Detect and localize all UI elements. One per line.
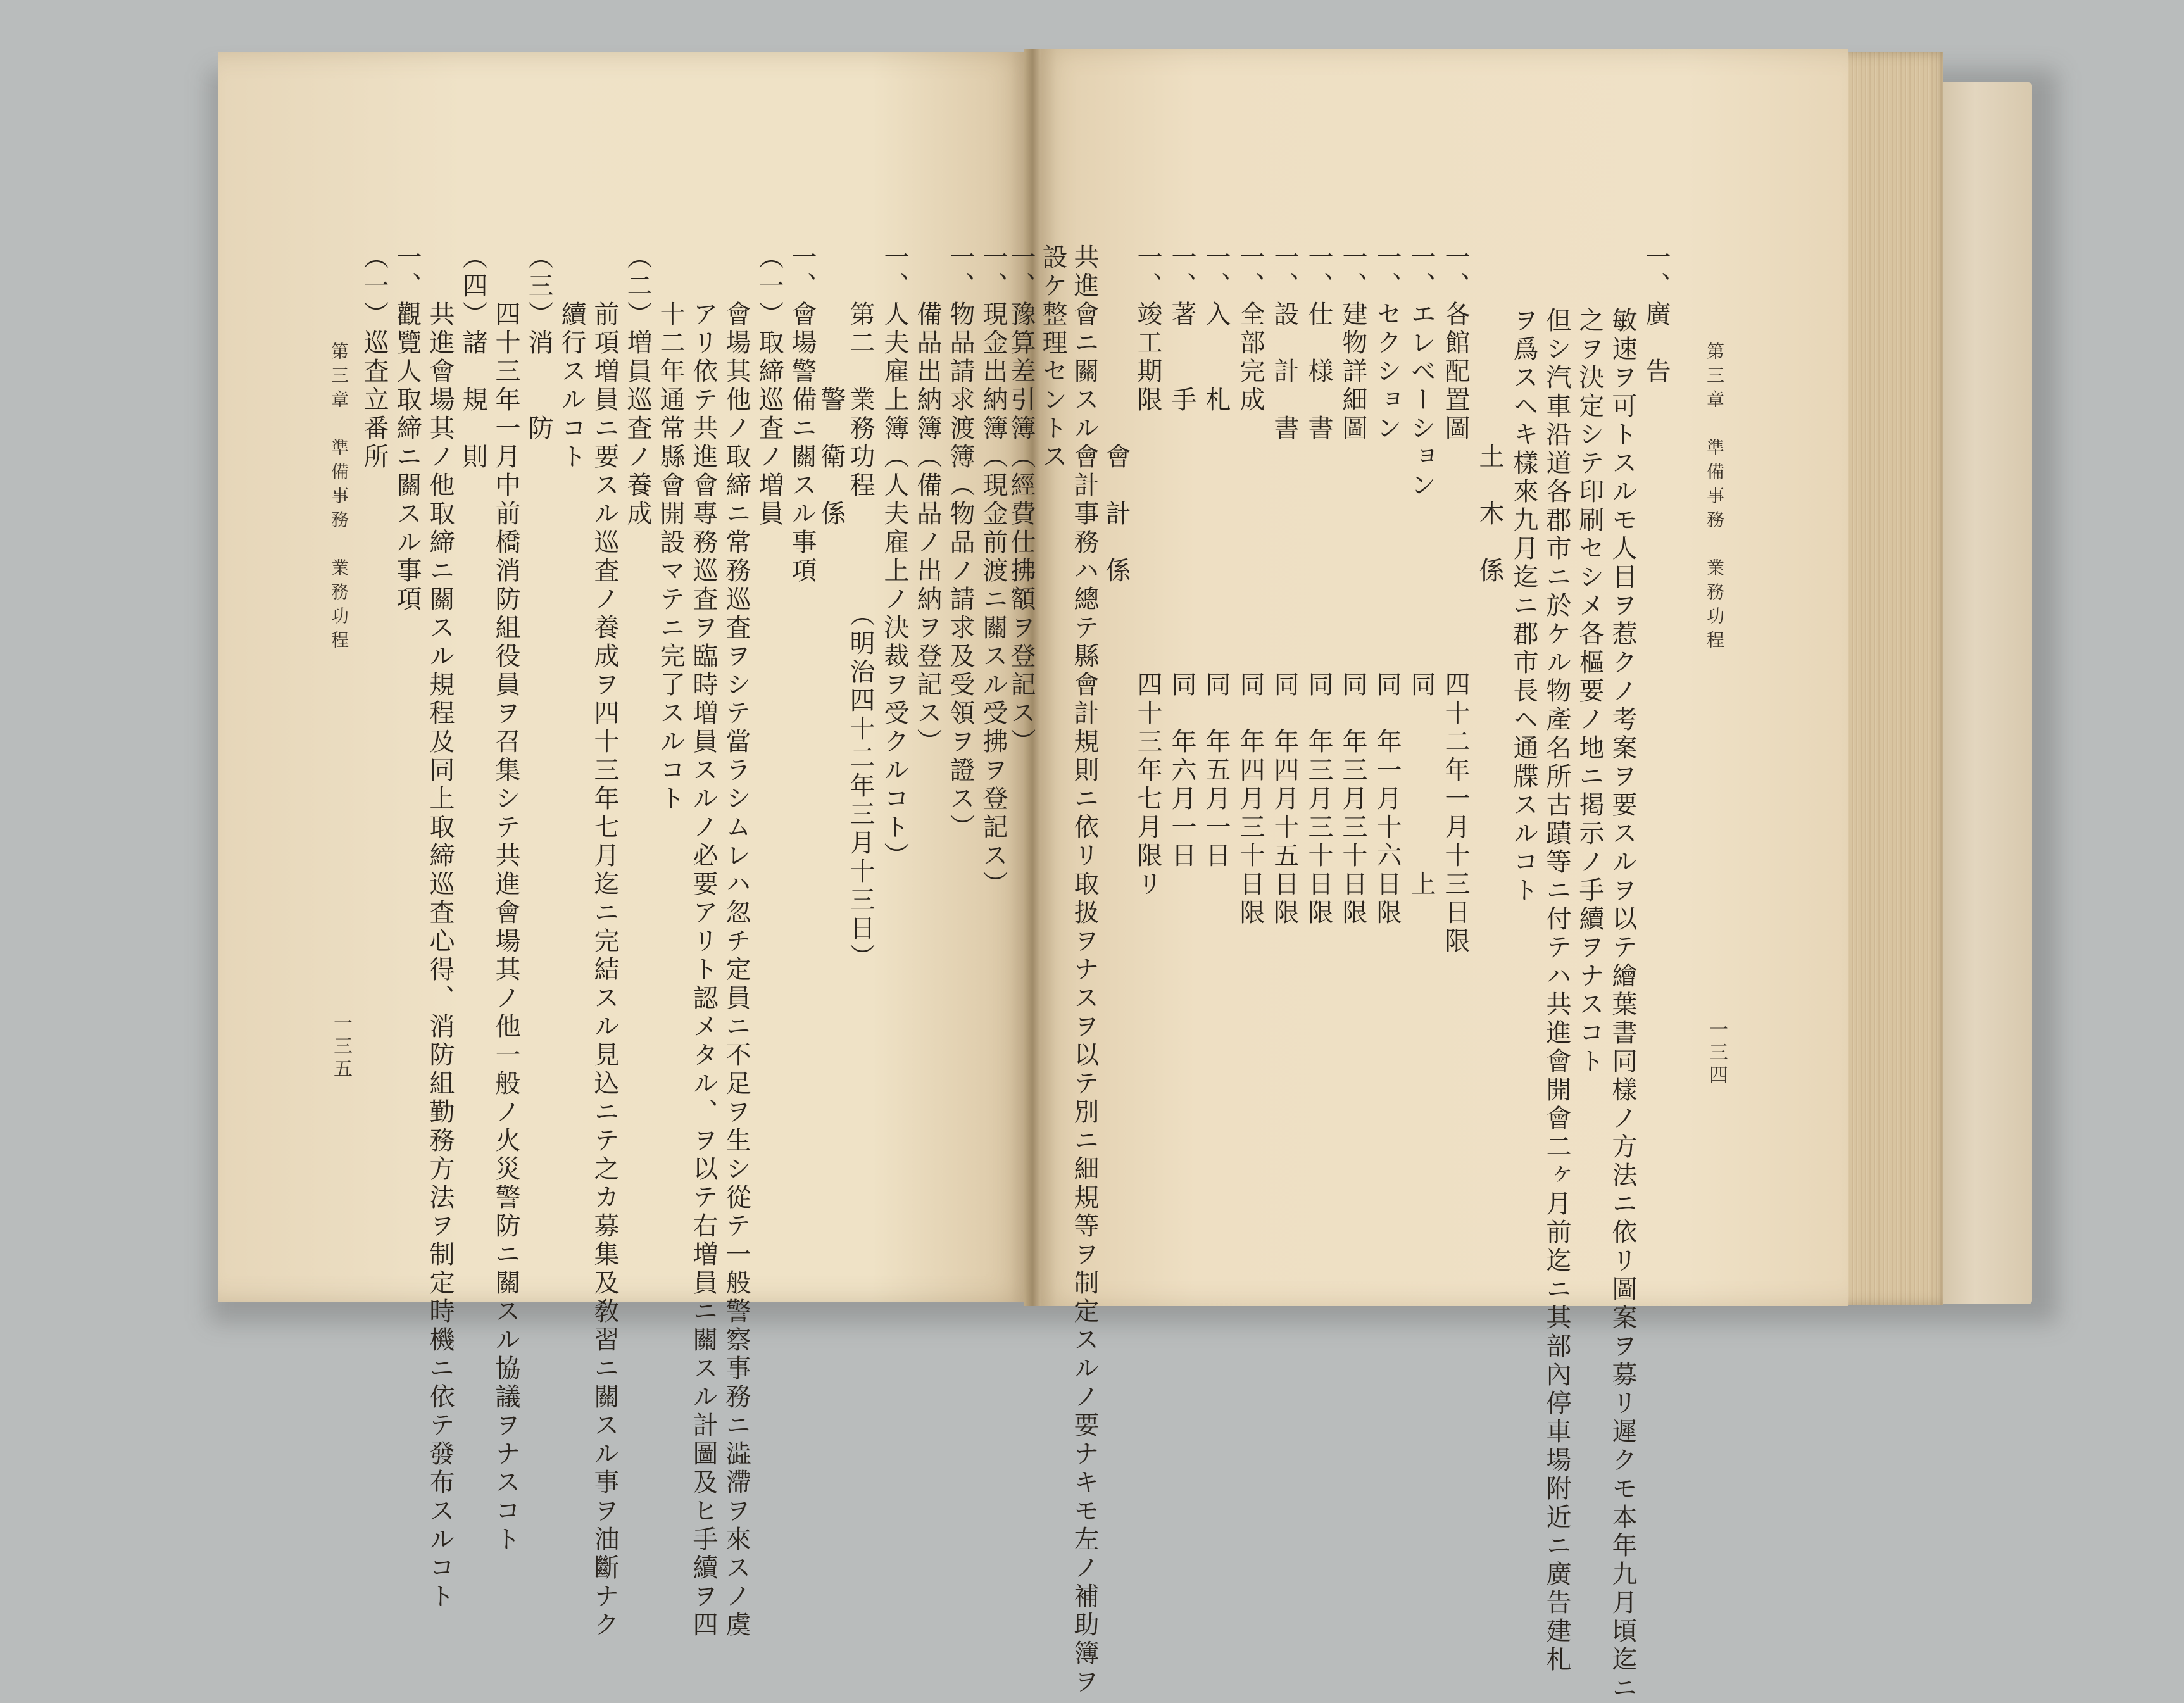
left-line-10: アリ依テ共進會專務巡査ヲ臨時増員スルノ必要アリト認メタル、ヲ以テ右増員ニ關スル計圖及ヒ手續ヲ四 bbox=[689, 244, 718, 1640]
right-line-7: 一、各館配置圖 四十二年一月十三日限 bbox=[1441, 244, 1470, 956]
right-line-9: 一、セクション 同 年一月十六日限 bbox=[1372, 244, 1402, 927]
right-line-3: 之ヲ決定シテ印刷セシメ各樞要ノ地ニ掲示ノ手續ヲナスコト bbox=[1575, 279, 1604, 1076]
left-line-5: 第二 業務功程 （明治四十二年三月十三日） bbox=[846, 244, 875, 972]
right-line-8: 一、エレベーション 同 上 bbox=[1407, 244, 1436, 899]
left-line-1: 一、現金出納簿（現金前渡ニ關スル受拂ヲ登記ス） bbox=[979, 244, 1008, 899]
right-running-head: 第三章 準備事務 業務功程 bbox=[1704, 342, 1725, 655]
left-line-17: （四）諸 規 則 bbox=[458, 244, 487, 472]
left-line-7: 一、會場警備ニ關スル事項 bbox=[788, 244, 817, 586]
left-line-13: 前項増員ニ要スル巡査ノ養成ヲ四十三年七月迄ニ完結スル見込ニテ之カ募集及敎習ニ關スル事ヲ油斷ナク bbox=[590, 244, 619, 1640]
right-line-4: 但シ汽車沿道各郡市ニ於ケル物產名所古蹟等ニ付テハ共進會開會二ヶ月前迄ニ其部內停車場附近ニ廣告建札 bbox=[1542, 279, 1571, 1675]
left-line-9: 會場其他ノ取締ニ常務巡査ヲシテ當ラシムレハ忽チ定員ニ不足ヲ生シ從テ一般警察事務ニ澁滯ヲ來スノ虞 bbox=[722, 244, 751, 1640]
left-line-12: （二）増員巡査ノ養成 bbox=[623, 244, 652, 529]
right-line-10: 一、建物詳細圖 同 年三月三十日限 bbox=[1338, 244, 1367, 927]
right-line-2: 敏速ヲ可トスルモ人目ヲ惹クノ考案ヲ要スルヲ以テ繪葉書同樣ノ方法ニ依リ圖案ヲ募リ遲クモ本年九月頃迄ニ bbox=[1608, 279, 1637, 1703]
right-line-17: 會 計 係 bbox=[1101, 244, 1131, 586]
right-line-6: 土 木 係 bbox=[1475, 244, 1504, 586]
page-edges bbox=[1836, 52, 1943, 1305]
left-line-19: 一、觀覽人取締ニ關スル事項 bbox=[392, 244, 422, 614]
right-line-12: 一、設 計 書 同 年四月十五日限 bbox=[1270, 244, 1299, 927]
left-line-15: （三）消 防 bbox=[524, 244, 553, 443]
left-line-6: 警 衛 係 bbox=[817, 244, 846, 529]
right-line-19: 設ケ整理セントス bbox=[1038, 244, 1067, 472]
right-line-16: 一、竣工期限 四十三年七月限リ bbox=[1133, 244, 1162, 899]
left-running-head: 第三章 準備事務 業務功程 bbox=[329, 342, 349, 655]
left-line-4: 一、人夫雇上簿（人夫雇上ノ決裁ヲ受クルコト） bbox=[880, 244, 909, 870]
right-page-number: 一三四 bbox=[1705, 1019, 1728, 1088]
right-line-14: 一、入 札 同 年五月一日 bbox=[1202, 244, 1231, 870]
right-line-5: ヲ爲スヘキ樣來九月迄ニ郡市長ヘ通牒スルコト bbox=[1509, 279, 1538, 905]
back-cover-board bbox=[1937, 82, 2032, 1304]
right-line-20: 一、豫算差引簿（經費仕拂額ヲ登記ス） bbox=[1007, 244, 1036, 757]
left-line-14: 續行スルコト bbox=[557, 244, 586, 472]
left-line-3: 備品出納簿（備品ノ出納ヲ登記ス） bbox=[913, 244, 942, 757]
left-line-2: 一、物品請求渡簿（物品ノ請求及受領ヲ證ス） bbox=[946, 244, 975, 842]
left-page-number: 一三五 bbox=[330, 1013, 352, 1081]
right-line-18-visible: 共進會ニ關スル會計事務ハ總テ縣會計規則ニ依リ取扱ヲナスヲ以テ別ニ細規等ヲ制定スルノ要ナキモ左ノ補助簿ヲ bbox=[1070, 244, 1099, 1697]
left-line-16: 四十三年一月中前橋消防組役員ヲ召集シテ共進會場其ノ他一般ノ火災警防ニ關スル協議ヲナスコト bbox=[491, 244, 520, 1554]
right-line-1: 一、廣 告 bbox=[1641, 244, 1671, 386]
right-line-15: 一、著 手 同 年六月一日 bbox=[1167, 244, 1196, 870]
right-line-13: 一、全部完成 同 年四月三十日限 bbox=[1236, 244, 1265, 927]
left-line-18: 共進會場其ノ他取締ニ關スル規程及同上取締巡査心得、消防組勤務方法ヲ制定時機ニ依テ發布スルコト bbox=[425, 244, 455, 1611]
left-line-8: （一）取締巡査ノ増員 bbox=[755, 244, 784, 529]
right-line-11: 一、仕 様 書 同 年三月三十日限 bbox=[1304, 244, 1333, 927]
left-line-11: 十二年通常縣會開設マテニ完了スルコト bbox=[656, 244, 685, 814]
left-line-20: （一）巡査立番所 bbox=[360, 244, 389, 472]
